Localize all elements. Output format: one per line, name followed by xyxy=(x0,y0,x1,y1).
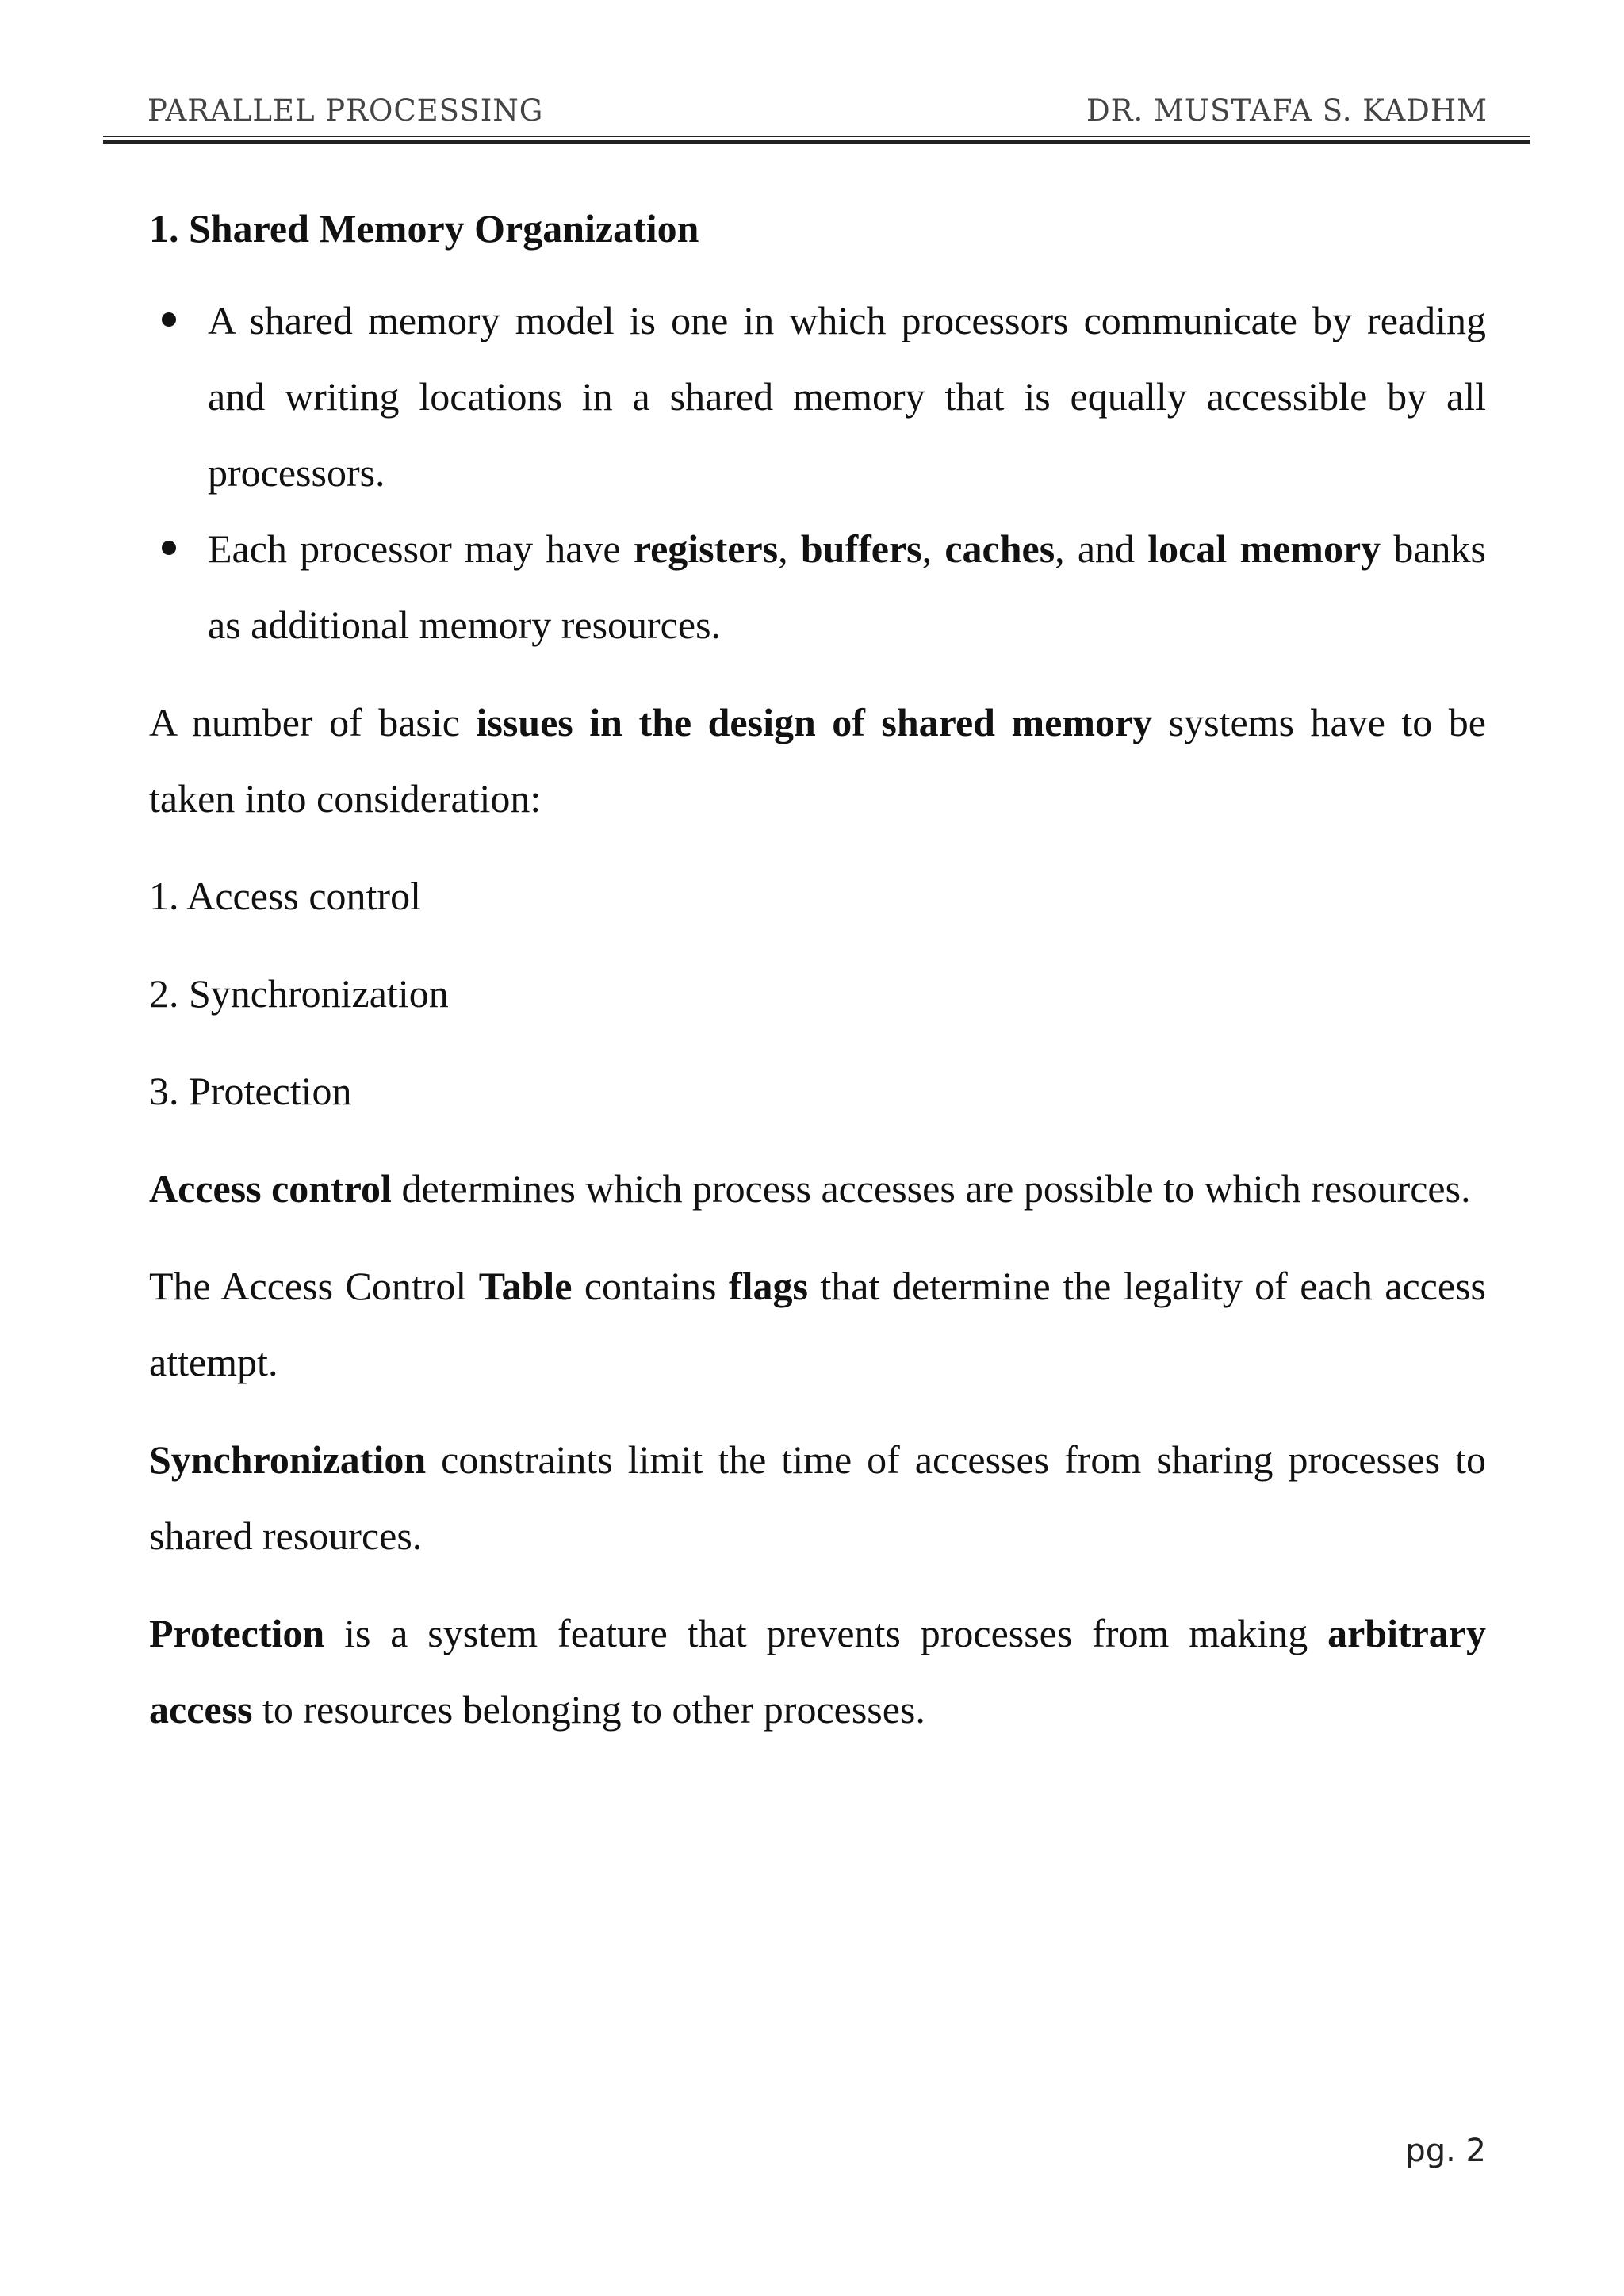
bullet-list xyxy=(149,282,1486,663)
term-local-memory: local memory xyxy=(1147,526,1381,571)
paragraph-text: that determine the legality of each access attempt. xyxy=(149,1264,1486,1384)
section-title: 1. Shared Memory Organization xyxy=(149,206,699,251)
bullet-text: , and xyxy=(1055,526,1148,571)
bullet-text: banks as additional memory resources. xyxy=(208,526,1486,647)
bullet-text: Each processor may have xyxy=(208,526,634,571)
issue-item: 2. Synchronization xyxy=(149,971,449,1016)
term-synchronization: Synchronization xyxy=(149,1437,427,1482)
protection-paragraph xyxy=(149,1595,1486,1747)
page-number: pg. 2 xyxy=(1405,2133,1486,2169)
paragraph-text: to resources belonging to other processes. xyxy=(252,1687,925,1732)
access-table-paragraph xyxy=(149,1248,1486,1400)
paragraph-text: A number of basic xyxy=(149,700,477,744)
document-body xyxy=(149,190,1486,1769)
term-registers: registers xyxy=(633,526,779,571)
term-flags: flags xyxy=(728,1264,808,1308)
bullet-text: , xyxy=(778,526,801,571)
term-buffers: buffers xyxy=(800,526,922,571)
bullet-item xyxy=(149,511,1486,663)
bullet-text: , xyxy=(921,526,945,571)
paragraph-text: contains xyxy=(572,1264,729,1308)
term-table: Table xyxy=(478,1264,573,1308)
header-divider-thin xyxy=(103,136,1530,137)
term-caches: caches xyxy=(944,526,1055,571)
bullet-text: A shared memory model is one in which processors communicate by reading and writing locations in a shared memory that is equally accessible by all processors. xyxy=(208,298,1486,495)
paragraph-text: is a system feature that prevents processes from making xyxy=(324,1611,1328,1655)
header-divider-thick xyxy=(103,140,1530,144)
bullet-item xyxy=(149,282,1486,511)
term-access-control: Access control xyxy=(149,1166,392,1211)
paragraph-text: systems have to be taken into consideration: xyxy=(149,700,1486,821)
synchronization-paragraph xyxy=(149,1422,1486,1574)
header-author: DR. MUSTAFA S. KADHM xyxy=(1086,94,1488,128)
bullet-dot-icon xyxy=(162,541,176,555)
bullet-dot-icon xyxy=(162,312,176,327)
paragraph-text: constraints limit the time of accesses from sharing processes to shared resources. xyxy=(149,1437,1486,1558)
header-course-title: PARALLEL PROCESSING xyxy=(147,94,544,128)
page-header xyxy=(147,94,1488,133)
term-design-issues: issues in the design of shared memory xyxy=(476,700,1153,744)
issue-item: 3. Protection xyxy=(149,1069,352,1113)
issues-intro-paragraph xyxy=(149,684,1486,836)
access-control-paragraph xyxy=(149,1150,1486,1226)
term-protection: Protection xyxy=(149,1611,325,1655)
issue-item: 1. Access control xyxy=(149,874,421,918)
term-arbitrary-access: arbitrary access xyxy=(149,1611,1486,1732)
paragraph-text: determines which process accesses are possible to which resources. xyxy=(391,1166,1471,1211)
paragraph-text: The Access Control xyxy=(149,1264,479,1308)
